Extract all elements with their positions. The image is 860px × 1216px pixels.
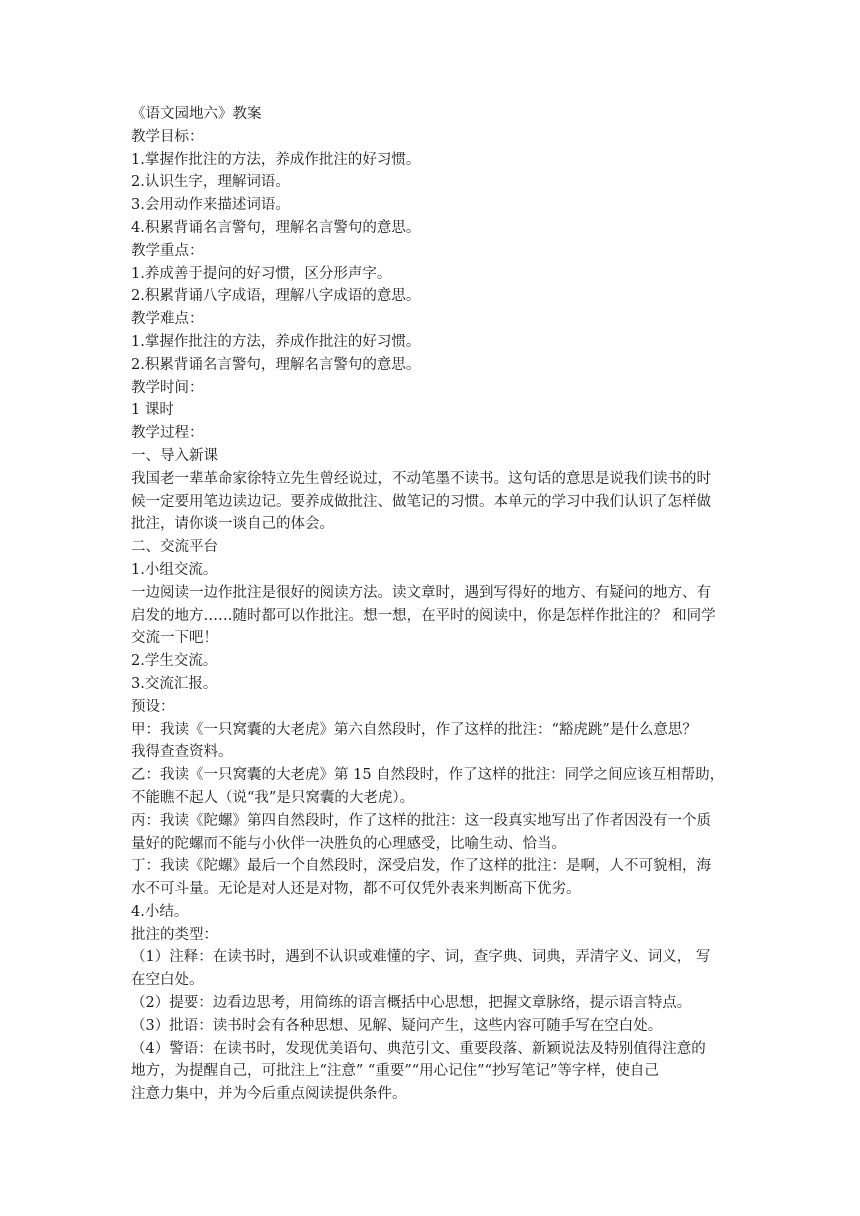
paragraph-line: 丁：我读《陀螺》最后一个自然段时，深受启发，作了这样的批注：是啊，人不可貌相，海: [131, 858, 711, 875]
paragraph-line: （2）提要：边看边思考，用简练的语言概括中心思想，把握文章脉络，提示语言特点。: [131, 995, 692, 1012]
paragraph-line: （1）注释：在读书时，遇到不认识或难懂的字、词，查字典、词典，弄清字义、词义， 写: [131, 949, 711, 966]
text-line: 1.掌握作批注的方法，养成作批注的好习惯。: [131, 333, 421, 350]
text-line: 2.学生交流。: [131, 653, 218, 670]
subsection-heading: 二、交流平台: [131, 539, 218, 556]
text-line: 1.养成善于提问的好习惯，区分形声字。: [131, 265, 392, 282]
paragraph-line: 一边阅读一边作批注是很好的阅读方法。读文章时，遇到写得好的地方、有疑问的地方、有: [131, 584, 711, 601]
section-heading-time: 教学时间：: [131, 379, 204, 396]
paragraph-line: 我得查查资料。: [131, 744, 233, 761]
paragraph-line: 启发的地方……随时都可以作批注。想一想，在平时的阅读中，你是怎样作批注的？ 和同学: [131, 607, 716, 624]
text-line: 2.认识生字，理解词语。: [131, 174, 290, 191]
text-line: 4.积累背诵名言警句，理解名言警句的意思。: [131, 219, 421, 236]
section-heading-process: 教学过程：: [131, 425, 204, 442]
document-title: 《语文园地六》教案: [131, 106, 262, 122]
paragraph-line: 在空白处。: [131, 972, 204, 989]
text-line: 预设：: [131, 698, 175, 715]
text-line: 2.积累背诵八字成语，理解八字成语的意思。: [131, 288, 421, 305]
text-line: 2.积累背诵名言警句，理解名言警句的意思。: [131, 356, 421, 373]
paragraph-line: 量好的陀螺而不能与小伙伴一决胜负的心理感受，比喻生动、恰当。: [131, 835, 566, 852]
paragraph-line: 候一定要用笔边读边记。要养成做批注、做笔记的习惯。本单元的学习中我们认识了怎样做: [131, 493, 711, 510]
paragraph-line: 不能瞧不起人（说“我”是只窝囊的大老虎）。: [131, 789, 415, 806]
paragraph-line: 丙：我读《陀螺》第四自然段时，作了这样的批注：这一段真实地写出了作者因没有一个质: [131, 812, 711, 829]
text-line: 4.小结。: [131, 903, 189, 920]
text-line: 1.小组交流。: [131, 561, 218, 578]
paragraph-line: 交流一下吧！: [131, 630, 218, 647]
text-line: 批注的类型：: [131, 926, 218, 943]
text-line: 1 课时: [131, 402, 174, 419]
text-line: 3.交流汇报。: [131, 675, 218, 692]
subsection-heading: 一、导入新课: [131, 447, 218, 464]
text-line: 1.掌握作批注的方法，养成作批注的好习惯。: [131, 151, 421, 168]
paragraph-line: 批注，请你谈一谈自己的体会。: [131, 516, 334, 533]
section-heading-goals: 教学目标：: [131, 128, 204, 145]
paragraph-line: （4）警语：在读书时，发现优美语句、典范引文、重要段落、新颖说法及特别值得注意的: [131, 1040, 706, 1057]
section-heading-key-points: 教学重点：: [131, 242, 204, 259]
paragraph-line: 我国老一辈革命家徐特立先生曾经说过，不动笔墨不读书。这句话的意思是说我们读书的时: [131, 470, 711, 487]
document-body: [131, 103, 731, 1106]
paragraph-line: 甲：我读《一只窝囊的大老虎》第六自然段时，作了这样的批注：“豁虎跳”是什么意思？: [131, 721, 697, 738]
paragraph-line: （3）批语：读书时会有各种思想、见解、疑问产生，这些内容可随手写在空白处。: [131, 1017, 663, 1034]
paragraph-line: 注意力集中，并为今后重点阅读提供条件。: [131, 1086, 407, 1103]
text-line: 3.会用动作来描述词语。: [131, 197, 290, 214]
paragraph-line: 水不可斗量。无论是对人还是对物，都不可仅凭外表来判断高下优劣。: [131, 881, 581, 898]
paragraph-line: 地方，为提醒自己，可批注上“注意” “重要”“用心记住”“抄写笔记”等字样，使自己: [131, 1063, 659, 1080]
section-heading-difficulties: 教学难点：: [131, 311, 204, 328]
paragraph-line: 乙：我读《一只窝囊的大老虎》第 15 自然段时，作了这样的批注：同学之间应该互相帮助，: [131, 767, 725, 784]
